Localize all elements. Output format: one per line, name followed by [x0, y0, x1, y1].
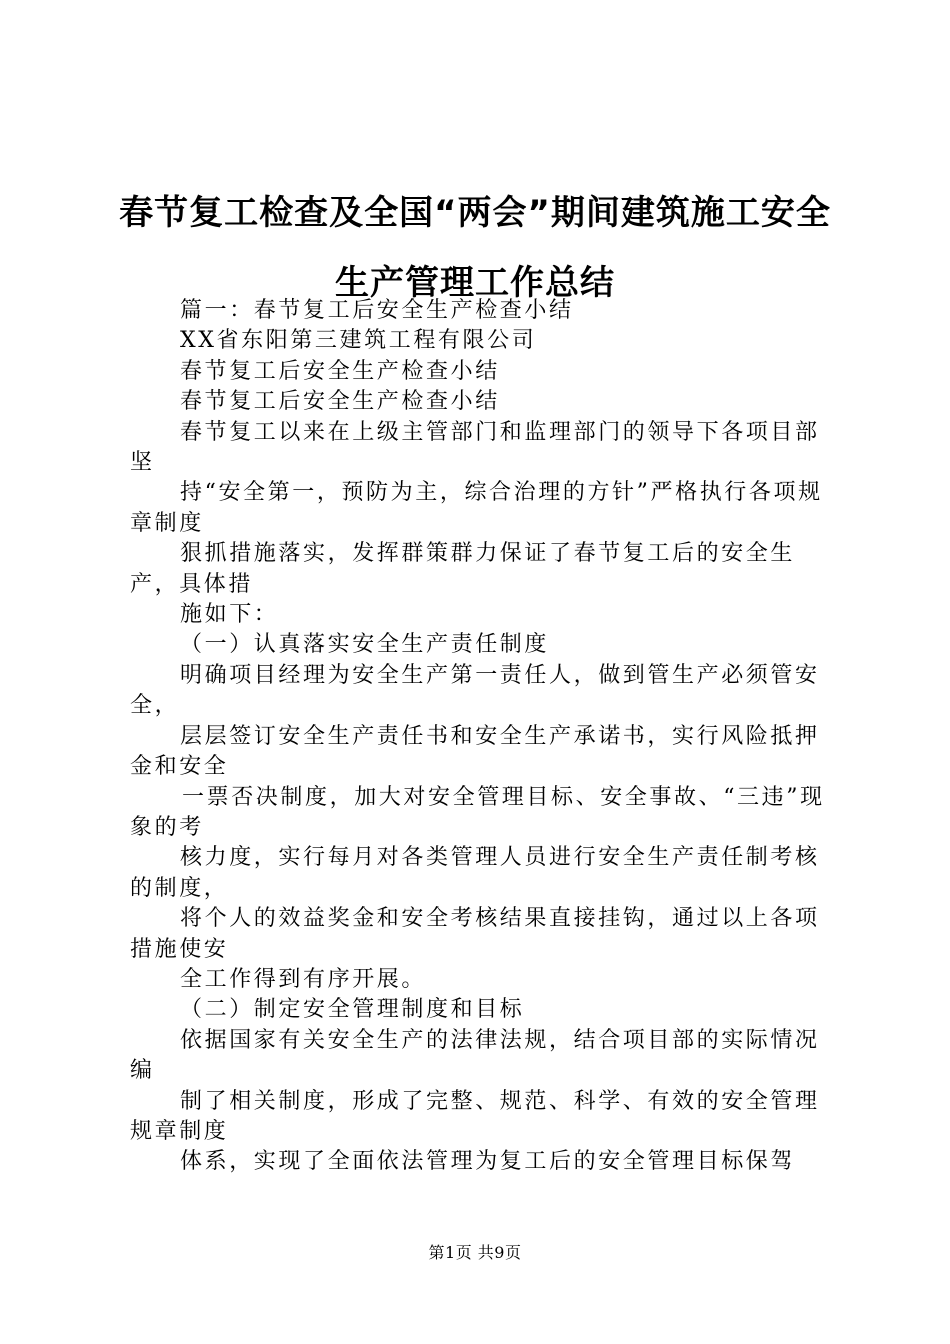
- paragraph-5: 春节复工以来在上级主管部门和监理部门的领导下各项目部坚: [130, 419, 820, 476]
- paragraph-2: XX省东阳第三建筑工程有限公司: [180, 328, 537, 354]
- paragraph-16: （二）制定安全管理制度和目标: [180, 997, 525, 1023]
- paragraph-13: 核力度，实行每月对各类管理人员进行安全生产责任制考核的制度，: [130, 845, 820, 901]
- paragraph-1: 篇一：春节复工后安全生产检查小结: [180, 298, 574, 323]
- paragraph-10: 明确项目经理为安全生产第一责任人，做到管生产必须管安全，: [130, 662, 820, 719]
- paragraph-7: 狠抓措施落实，发挥群策群力保证了春节复工后的安全生产，具体措: [130, 541, 796, 597]
- paragraph-14: 将个人的效益奖金和安全考核结果直接挂钩，通过以上各项措施使安: [130, 906, 820, 962]
- paragraph-6: 持“安全第一，预防为主，综合治理的方针”严格执行各项规章制度: [130, 480, 823, 536]
- paragraph-9: （一）认真落实安全生产责任制度: [180, 632, 550, 658]
- paragraph-17: 依据国家有关安全生产的法律法规，结合项目部的实际情况编: [130, 1027, 820, 1084]
- paragraph-11: 层层签订安全生产责任书和安全生产承诺书，实行风险抵押金和安全: [130, 723, 820, 780]
- paragraph-12: 一票否决制度，加大对安全管理目标、安全事故、“三违”现象的考: [130, 784, 825, 840]
- paragraph-3: 春节复工后安全生产检查小结: [180, 358, 500, 384]
- paragraph-8: 施如下：: [180, 602, 279, 628]
- document-body: [130, 296, 835, 1178]
- page-number-footer: 第1页 共9页: [428, 1243, 522, 1262]
- paragraph-19: 体系，实现了全面依法管理为复工后的安全管理目标保驾: [180, 1149, 796, 1175]
- paragraph-18: 制了相关制度，形成了完整、规范、科学、有效的安全管理规章制度: [130, 1088, 820, 1144]
- paragraph-4: 春节复工后安全生产检查小结: [180, 389, 500, 415]
- paragraph-15: 全工作得到有序开展。: [180, 966, 427, 992]
- document-title: 春节复工检查及全国“两会”期间建筑施工安全生产管理工作总结: [119, 193, 831, 303]
